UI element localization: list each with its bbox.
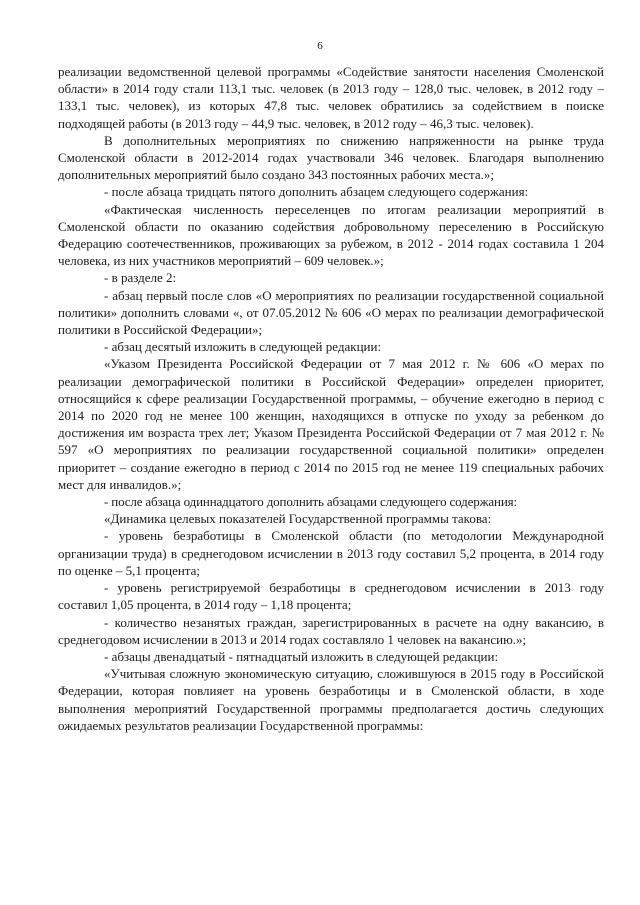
paragraph-amendment: - абзац десятый изложить в следующей редакции:	[104, 339, 382, 355]
document-body	[58, 63, 604, 734]
paragraph-amendment: - в разделе 2:	[104, 270, 177, 286]
paragraph-continuation: реализации ведомственной целевой программы «Содействие занятости населения Смоленской области» в 2014 году стали 113,1 тыс. человек (в 2013 году – 128,0 тыс. человек, в 2012 году – 133,1 тыс. человек), из которых 47,8 тыс. человек обратились за содействием в поиске подходящей работы (в 2013 году – 44,9 тыс. человек, в 2012 году – 46,3 тыс. человек).	[58, 64, 604, 131]
paragraph-list-item: - количество незанятых граждан, зарегистрированных в расчете на одну вакансию, в среднегодовом исчислении в 2013 и 2014 годах составляло 1 человек на вакансию.»;	[58, 614, 604, 647]
paragraph-quote: «Учитывая сложную экономическую ситуацию, сложившуюся в 2015 году в Российской Федерации, которая повлияет на уровень безработицы и в Смоленской области, в ходе выполнения мероприятий Государственной программы предполагается достичь следующих ожидаемых результатов реализации Государственной программы:	[58, 666, 604, 733]
paragraph-list-item: - уровень безработицы в Смоленской области (по методологии Международной организации труда) в среднегодовом исчислении в 2013 году составил 5,2 процента, в 2014 году по оценке – 5,1 процента;	[58, 528, 604, 578]
paragraph-quote: «Фактическая численность переселенцев по итогам реализации мероприятий в Смоленской области по оказанию содействия добровольному переселению в Российскую Федерацию соотечественников, проживающих за рубежом, в 2012 - 2014 годах составила 1 204 человека, из них участников мероприятий – 609 человек.»;	[58, 201, 604, 269]
paragraph-amendment: - после абзаца одиннадцатого дополнить абзацами следующего содержания:	[104, 494, 517, 510]
paragraph-quote: «Динамика целевых показателей Государственной программы такова:	[104, 511, 492, 527]
paragraph-amendment: - абзацы двенадцатый - пятнадцатый изложить в следующей редакции:	[104, 648, 499, 664]
paragraph-quote: «Указом Президента Российской Федерации от 7 мая 2012 г. № 606 «О мерах по реализации демографической политики в Российской Федерации» определен приоритет, относящийся к сфере реализации Государственной программы, – обучение ежегодно в период с 2014 по 2020 год не менее 100 женщин, находящихся в отпуске по уходу за ребенком до достижения им возраста трех лет; Указом Президента Российской Федерации от 7 мая 2012 г. № 597 «О мероприятиях по реализации государственной социальной политики» определен приоритет – создание ежегодно в период с 2014 по 2015 год не менее 119 специальных рабочих мест для инвалидов.»;	[58, 356, 604, 492]
page-number: 6	[317, 40, 323, 52]
paragraph-amendment: - абзац первый после слов «О мероприятиях по реализации государственной социальной политики» дополнить словами «, от 07.05.2012 № 606 «О мерах по реализации демографической политики в Российской Федерации»;	[58, 287, 604, 338]
paragraph: В дополнительных мероприятиях по снижению напряженности на рынке труда Смоленской области в 2012-2014 годах участвовали 346 человек. Благодаря выполнению дополнительных мероприятий было создано 343 постоянных рабочих места.»;	[58, 132, 604, 183]
paragraph-list-item: - уровень регистрируемой безработицы в среднегодовом исчислении в 2013 году составил 1,05 процента, в 2014 году – 1,18 процента;	[58, 580, 604, 613]
paragraph-amendment: - после абзаца тридцать пятого дополнить абзацем следующего содержания:	[104, 184, 529, 200]
